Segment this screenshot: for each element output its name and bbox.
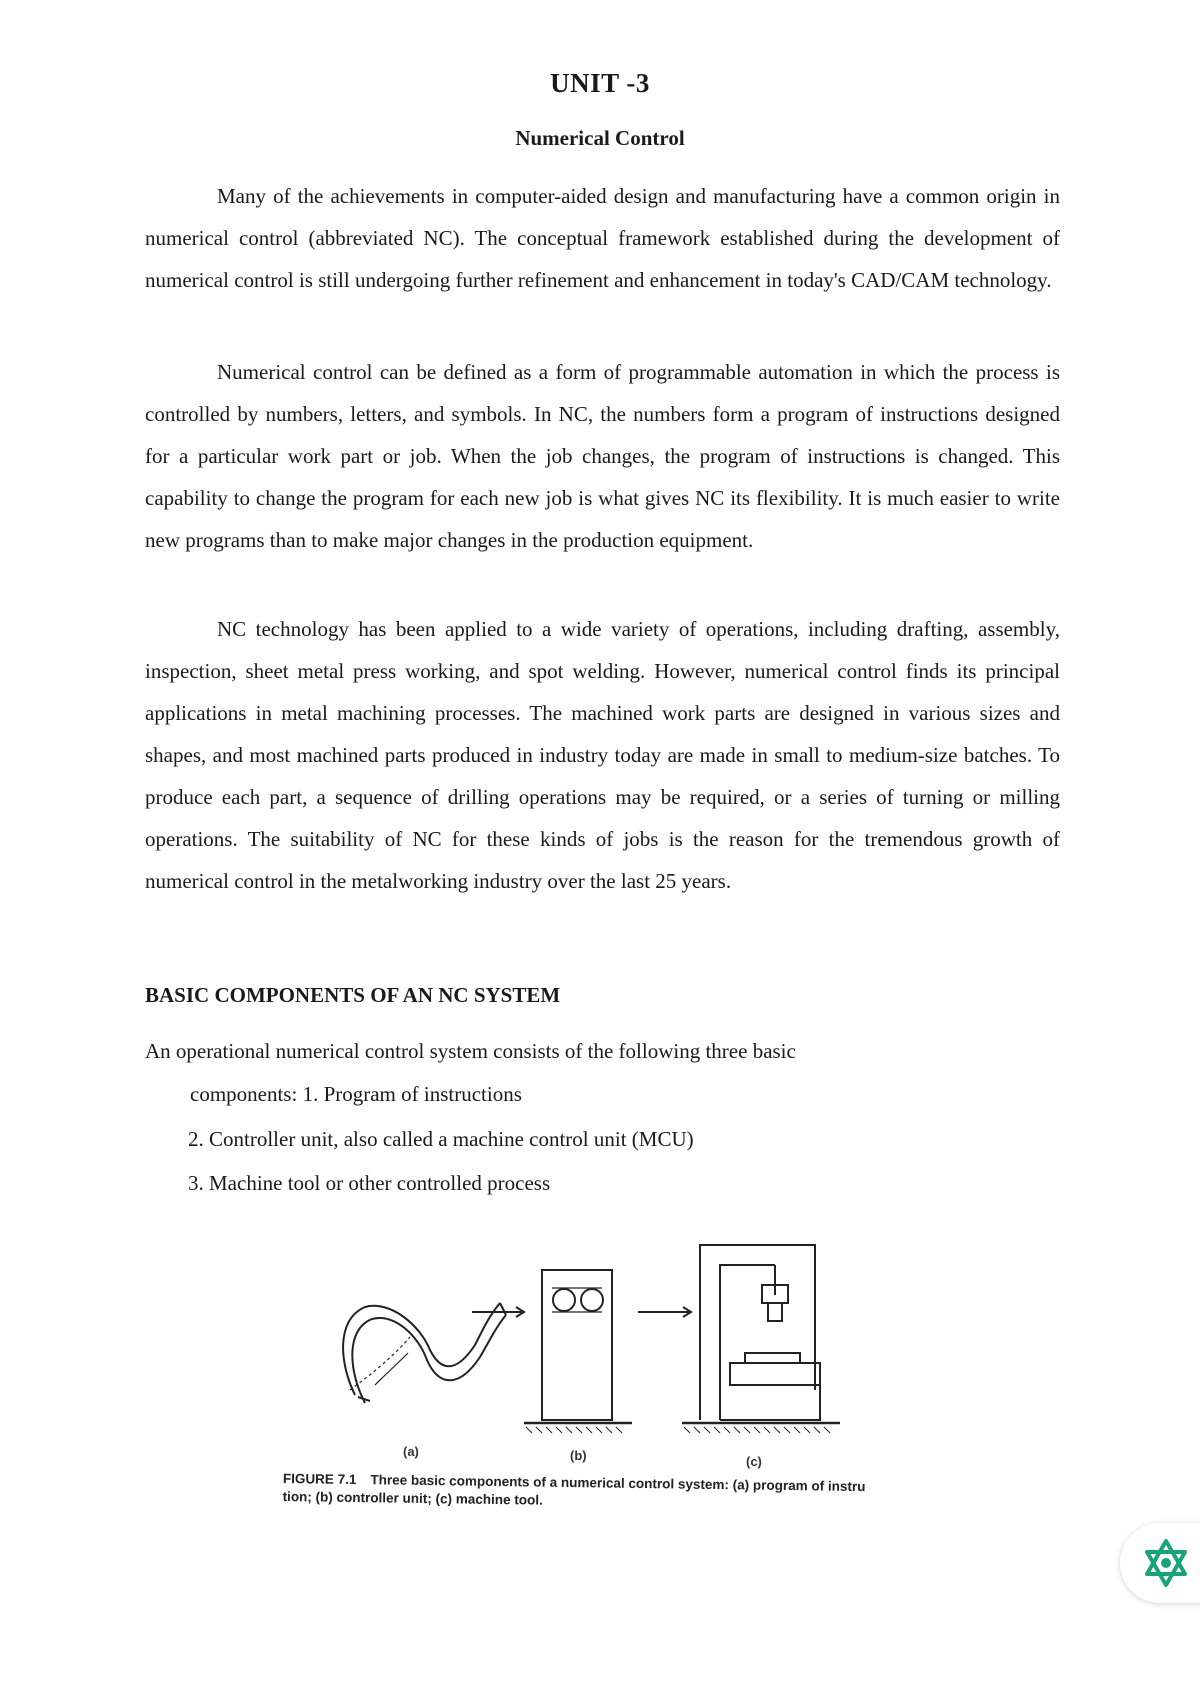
figure-label-b: (b) <box>570 1448 587 1463</box>
caption-figure-number: FIGURE 7.1 <box>282 1470 357 1488</box>
caption-text: Three basic components of a numerical control system: (a) program of instru <box>370 1472 866 1495</box>
paragraph-intro <box>145 175 1060 301</box>
paragraph-text: NC technology has been applied to a wide variety of operations, including drafting, assembly, inspection, sheet metal press working, and spot welding. However, numerical control finds its principal applications in metal machining processes. The machined work parts are designed in various sizes and shapes, and most machined parts produced in industry today are made in small to medium-size batches. To produce each part, a sequence of drilling operations may be required, or a series of turning or milling operations. The suitability of NC for these kinds of jobs is the reason for the tremendous growth of numerical control in the metalworking industry over the last 25 years. <box>145 617 1060 893</box>
list-item: components: 1. Program of instructions <box>190 1082 522 1106</box>
paragraph-text: Numerical control can be defined as a form of programmable automation in which the process is controlled by numbers, letters, and symbols. In NC, the numbers form a program of instructions designed for a particular work part or job. When the job changes, the program of instructions is changed. This capability to change the program for each new job is what gives NC its flexibility. It is much easier to write new programs than to make major changes in the production equipment. <box>145 360 1060 552</box>
figure-label-c: (c) <box>746 1454 762 1469</box>
atom-logo-icon <box>1139 1536 1193 1590</box>
list-item: 3. Machine tool or other controlled process <box>188 1171 551 1195</box>
paragraph-text: Many of the achievements in computer-aided design and manufacturing have a common origin in numerical control (abbreviated NC). The conceptual framework established during the development of numerical control is still undergoing further refinement and enhancement in today's CAD/CAM technology. <box>145 184 1060 292</box>
section-heading: BASIC COMPONENTS OF AN NC SYSTEM <box>145 983 561 1007</box>
paragraph-definition <box>145 351 1060 561</box>
paragraph-applications <box>145 608 1060 902</box>
floating-logo-button[interactable] <box>1120 1523 1200 1603</box>
list-item: 2. Controller unit, also called a machine control unit (MCU) <box>188 1127 694 1151</box>
punched-tape-drawing <box>343 1303 506 1403</box>
figure-caption <box>282 1470 932 1515</box>
figure-nc-components <box>280 1225 940 1525</box>
machine-tool-drawing <box>682 1245 840 1433</box>
caption-line-2: tion; (b) controller unit; (c) machine tool. <box>282 1488 543 1508</box>
figure-drawing <box>280 1225 940 1465</box>
unit-title: UNIT -3 <box>550 68 650 98</box>
section-intro: An operational numerical control system consists of the following three basic <box>145 1039 796 1063</box>
figure-label-a: (a) <box>403 1444 419 1459</box>
controller-unit-drawing <box>524 1270 632 1433</box>
page-title: Numerical Control <box>515 126 685 150</box>
